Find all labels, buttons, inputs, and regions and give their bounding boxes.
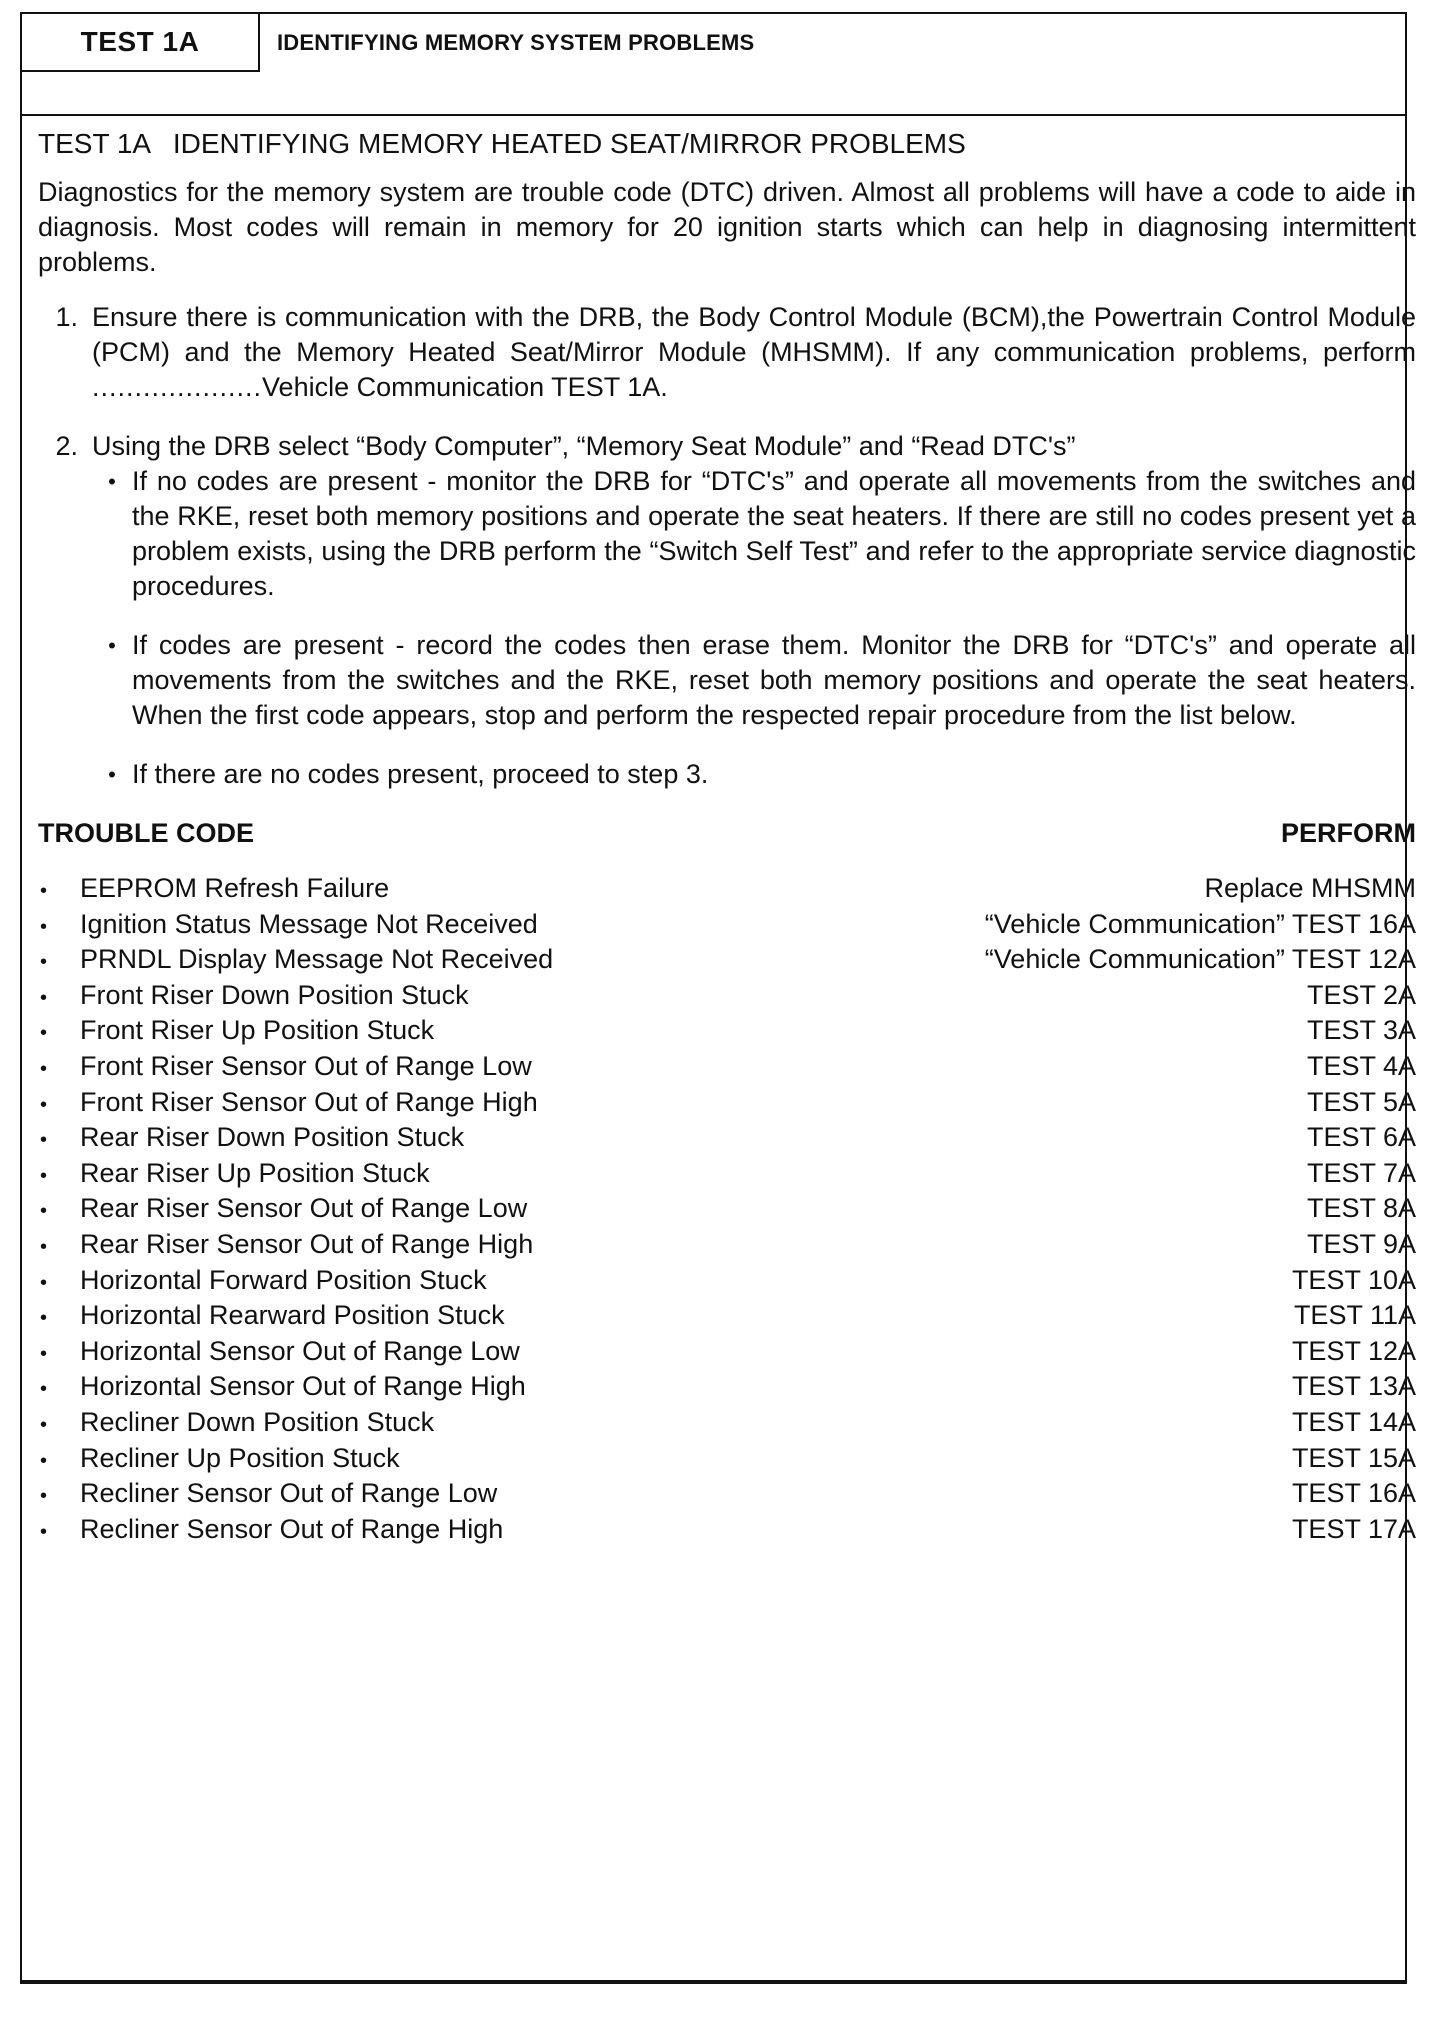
bullet-icon: •	[108, 762, 116, 787]
step-body	[92, 429, 1416, 792]
sub-item-text: If codes are present - record the codes then erase them. Monitor the DRB for “DTC's” and operate all movements from the switches and the RKE, reset both memory positions and operate the seat heaters. When the first code appears, stop and perform the respected repair procedure from the list below.	[132, 630, 1416, 730]
bullet-icon: •	[40, 1485, 48, 1508]
bullet-icon: •	[40, 1057, 48, 1080]
trouble-code: Front Riser Sensor Out of Range Low	[80, 1050, 532, 1081]
bullet-icon: •	[40, 1129, 48, 1152]
header-row	[22, 14, 1405, 116]
table-row	[38, 871, 1416, 907]
trouble-table-header	[38, 816, 1416, 851]
sub-item	[92, 628, 1416, 733]
sub-item-text: If there are no codes present, proceed to step 3.	[132, 759, 709, 789]
trouble-code: Rear Riser Sensor Out of Range High	[80, 1228, 534, 1259]
trouble-code: Front Riser Up Position Stuck	[80, 1015, 435, 1046]
table-row	[38, 1191, 1416, 1227]
perform-action: TEST 5A	[1306, 1086, 1416, 1117]
dot-leader: ....................	[92, 372, 263, 402]
perform-action: “Vehicle Communication” TEST 16A	[984, 908, 1416, 939]
trouble-code: Horizontal Rearward Position Stuck	[80, 1300, 505, 1331]
table-row	[38, 1298, 1416, 1334]
bullet-icon: •	[40, 1235, 48, 1258]
trouble-code: Front Riser Sensor Out of Range High	[80, 1086, 538, 1117]
perform-action: TEST 14A	[1291, 1406, 1416, 1437]
bullet-icon: •	[40, 1093, 48, 1116]
intro-paragraph: Diagnostics for the memory system are trouble code (DTC) driven. Almost all problems will have a code to aide in diagnosis. Most codes will remain in memory for 20 ignition starts which can help in diagnosing intermittent problems.	[38, 177, 1416, 277]
table-row	[38, 1156, 1416, 1192]
header-title: IDENTIFYING MEMORY SYSTEM PROBLEMS	[277, 30, 755, 55]
bullet-icon: •	[40, 986, 48, 1009]
trouble-code: Recliner Sensor Out of Range Low	[80, 1478, 498, 1509]
perform-action: TEST 4A	[1306, 1050, 1416, 1081]
bullet-icon: •	[40, 1520, 48, 1543]
table-row	[38, 1120, 1416, 1156]
perform-action: TEST 11A	[1293, 1300, 1416, 1331]
table-row	[38, 1227, 1416, 1263]
perform-action: TEST 16A	[1291, 1478, 1416, 1509]
perform-action: “Vehicle Communication” TEST 12A	[984, 944, 1416, 975]
perform-action: TEST 17A	[1291, 1513, 1416, 1544]
bullet-icon: •	[40, 1413, 48, 1436]
steps-list	[38, 300, 1416, 792]
trouble-code: PRNDL Display Message Not Received	[80, 944, 554, 975]
perform-action: TEST 6A	[1306, 1122, 1416, 1153]
section-title: TEST 1A IDENTIFYING MEMORY HEATED SEAT/MIRROR PROBLEMS	[38, 128, 966, 159]
bullet-icon: •	[40, 915, 48, 938]
trouble-code: Horizontal Forward Position Stuck	[80, 1264, 487, 1295]
perform-action: TEST 15A	[1291, 1442, 1416, 1473]
document-content	[38, 120, 1416, 1547]
table-row	[38, 1476, 1416, 1512]
trouble-code: Recliner Down Position Stuck	[80, 1406, 435, 1437]
step-1	[38, 300, 1416, 405]
trouble-code: Recliner Up Position Stuck	[80, 1442, 400, 1473]
sub-item	[92, 757, 1416, 792]
perform-action: TEST 13A	[1291, 1371, 1416, 1402]
step-2	[38, 429, 1416, 792]
step-number: 1.	[55, 302, 78, 332]
step-text: Ensure there is communication with the DRB, the Body Control Module (BCM),the Powertrain Control Module (PCM) and the Memory Heated Seat/Mirror Module (MHSMM). If any communication problems, perform	[92, 302, 1416, 367]
perform-action: TEST 12A	[1291, 1335, 1416, 1366]
step-sub-list	[92, 464, 1416, 792]
table-row	[38, 1263, 1416, 1299]
trouble-code: Front Riser Down Position Stuck	[80, 979, 469, 1010]
bullet-icon: •	[108, 469, 116, 494]
sub-item-text: If no codes are present - monitor the DRB for “DTC's” and operate all movements from the switches and the RKE, reset both memory positions and operate the seat heaters. If there are still no codes present yet a problem exists, using the DRB perform the “Switch Self Test” and refer to the appropriate service diagnostic procedures.	[132, 466, 1416, 601]
step-text: Using the DRB select “Body Computer”, “Memory Seat Module” and “Read DTC's”	[92, 431, 1076, 461]
column-header-trouble-code: TROUBLE CODE	[38, 818, 254, 848]
perform-action: TEST 2A	[1306, 979, 1416, 1010]
bullet-icon: •	[40, 1449, 48, 1472]
perform-action: TEST 8A	[1306, 1193, 1416, 1224]
trouble-code: Recliner Sensor Out of Range High	[80, 1513, 504, 1544]
table-row	[38, 1441, 1416, 1477]
bullet-icon: •	[40, 1164, 48, 1187]
table-row	[38, 1049, 1416, 1085]
bullet-icon: •	[40, 1022, 48, 1045]
bullet-icon: •	[40, 880, 48, 902]
table-row	[38, 1085, 1416, 1121]
table-row	[38, 1512, 1416, 1548]
table-row	[38, 1405, 1416, 1441]
trouble-code: Rear Riser Down Position Stuck	[80, 1122, 465, 1153]
table-row	[38, 1013, 1416, 1049]
trouble-code: Horizontal Sensor Out of Range High	[80, 1371, 526, 1402]
step-number: 2.	[55, 431, 78, 461]
table-row	[38, 1369, 1416, 1405]
table-row	[38, 942, 1416, 978]
trouble-code: Rear Riser Up Position Stuck	[80, 1157, 430, 1188]
bullet-icon: •	[40, 1200, 48, 1223]
bullet-icon: •	[40, 951, 48, 974]
trouble-code: Ignition Status Message Not Received	[80, 908, 538, 939]
column-header-perform: PERFORM	[1281, 818, 1416, 848]
table-row	[38, 1334, 1416, 1370]
trouble-code: Horizontal Sensor Out of Range Low	[80, 1335, 520, 1366]
step-body	[92, 300, 1416, 405]
table-row	[38, 907, 1416, 943]
perform-action: TEST 7A	[1306, 1157, 1416, 1188]
table-row	[38, 978, 1416, 1014]
step-action: Vehicle Communication TEST 1A.	[262, 372, 668, 402]
bullet-icon: •	[40, 1342, 48, 1365]
sub-item	[92, 464, 1416, 604]
perform-action: TEST 10A	[1291, 1264, 1416, 1295]
trouble-code: Rear Riser Sensor Out of Range Low	[80, 1193, 528, 1224]
test-label-box	[22, 14, 260, 72]
perform-action: TEST 9A	[1306, 1228, 1416, 1259]
test-label: TEST 1A	[80, 26, 200, 57]
bullet-icon: •	[108, 633, 116, 658]
bullet-icon: •	[40, 1307, 48, 1330]
bullet-icon: •	[40, 1271, 48, 1294]
bullet-icon: •	[40, 1378, 48, 1401]
perform-action: TEST 3A	[1306, 1015, 1416, 1046]
trouble-code-list	[38, 871, 1416, 1547]
perform-action: Replace MHSMM	[1204, 873, 1416, 903]
trouble-code: EEPROM Refresh Failure	[80, 873, 390, 903]
